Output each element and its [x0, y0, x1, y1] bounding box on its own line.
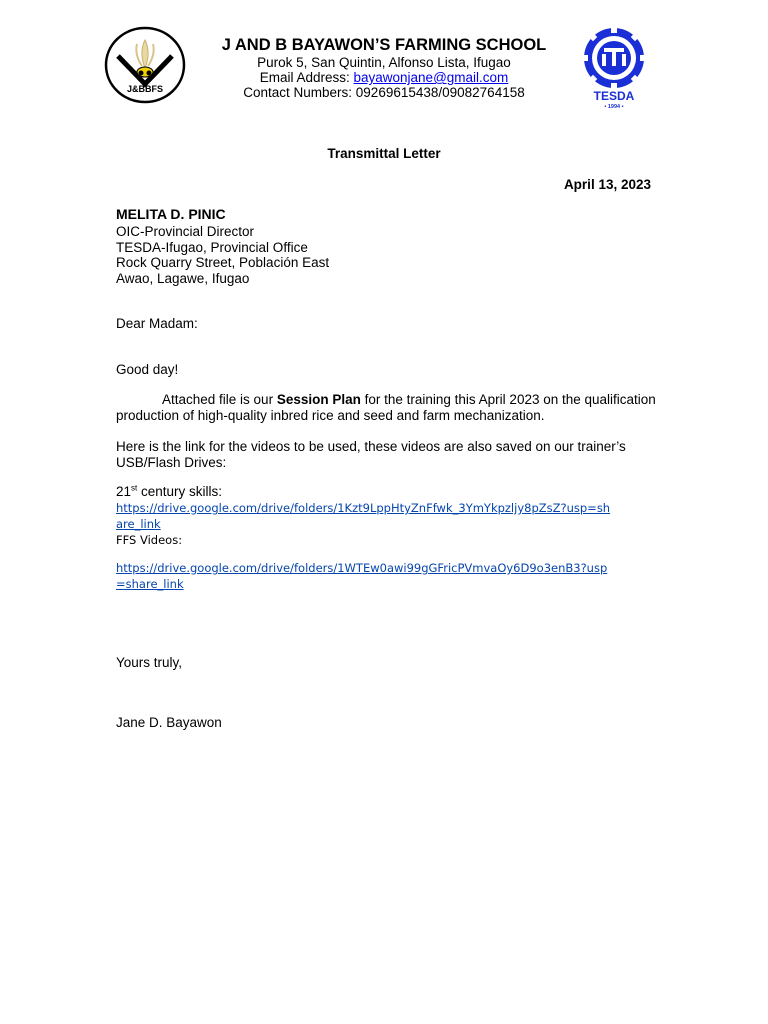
contact-numbers: Contact Numbers: 09269615438/09082764158 [243, 85, 525, 100]
signature-name: Jane D. Bayawon [116, 715, 222, 730]
school-logo [104, 26, 186, 104]
ffs-videos-link[interactable]: https://drive.google.com/drive/folders/1WTEw0awi99gGFricPVmvaOy6D9o3enB3?usp=share_link [116, 561, 608, 591]
century-rest: century skills: [137, 484, 223, 499]
recipient-line: TESDA-Ifugao, Provincial Office [116, 239, 308, 255]
email-label: Email Address: [259, 70, 354, 85]
century-skills-label [116, 484, 656, 500]
greeting: Good day! [116, 362, 179, 377]
salutation: Dear Madam: [116, 316, 198, 331]
closing: Yours truly, [116, 655, 183, 670]
paragraph-session-plan [116, 392, 656, 423]
century-skills-link[interactable]: https://drive.google.com/drive/folders/1Kzt9LppHtyZnFfwk_3YmYkpzljy8pZsZ?usp=share_link [116, 501, 611, 531]
tesda-logo-year: • 1994 • [604, 104, 624, 110]
recipient-line: Awao, Lagawe, Ifugao [116, 270, 250, 286]
ffs-videos-label: FFS Videos: [116, 533, 183, 547]
session-plan-bold: Session Plan [276, 392, 361, 407]
tesda-logo [578, 26, 650, 110]
email-link[interactable]: bayawonjane@gmail.com [353, 70, 509, 85]
school-name: J AND B BAYAWON’S FARMING SCHOOL [221, 36, 547, 54]
letter-date: April 13, 2023 [563, 177, 651, 192]
century-number: 21 [116, 484, 132, 499]
school-logo-text: J&BBFS [126, 84, 164, 94]
para1-start: Attached file is our [162, 392, 277, 407]
recipient-name: MELITA D. PINIC [116, 206, 226, 222]
letter-title: Transmittal Letter [327, 146, 441, 161]
recipient-line: OIC-Provincial Director [116, 224, 255, 239]
tesda-logo-text: TESDA [593, 89, 635, 103]
paragraph-video-links: Here is the link for the videos to be used, these videos are also saved on our trainer’s USB/Flash Drives: [116, 439, 626, 470]
email-line [190, 70, 578, 86]
recipient-address [116, 224, 656, 286]
school-address: Purok 5, San Quintin, Alfonso Lista, Ifugao [257, 55, 511, 70]
recipient-line: Rock Quarry Street, Población East [116, 255, 330, 270]
century-superscript: st [131, 483, 138, 493]
para1-end: for the training this April 2023 on the qualification production of high-quality inbred rice and seed and farm mechanization. [116, 392, 656, 423]
